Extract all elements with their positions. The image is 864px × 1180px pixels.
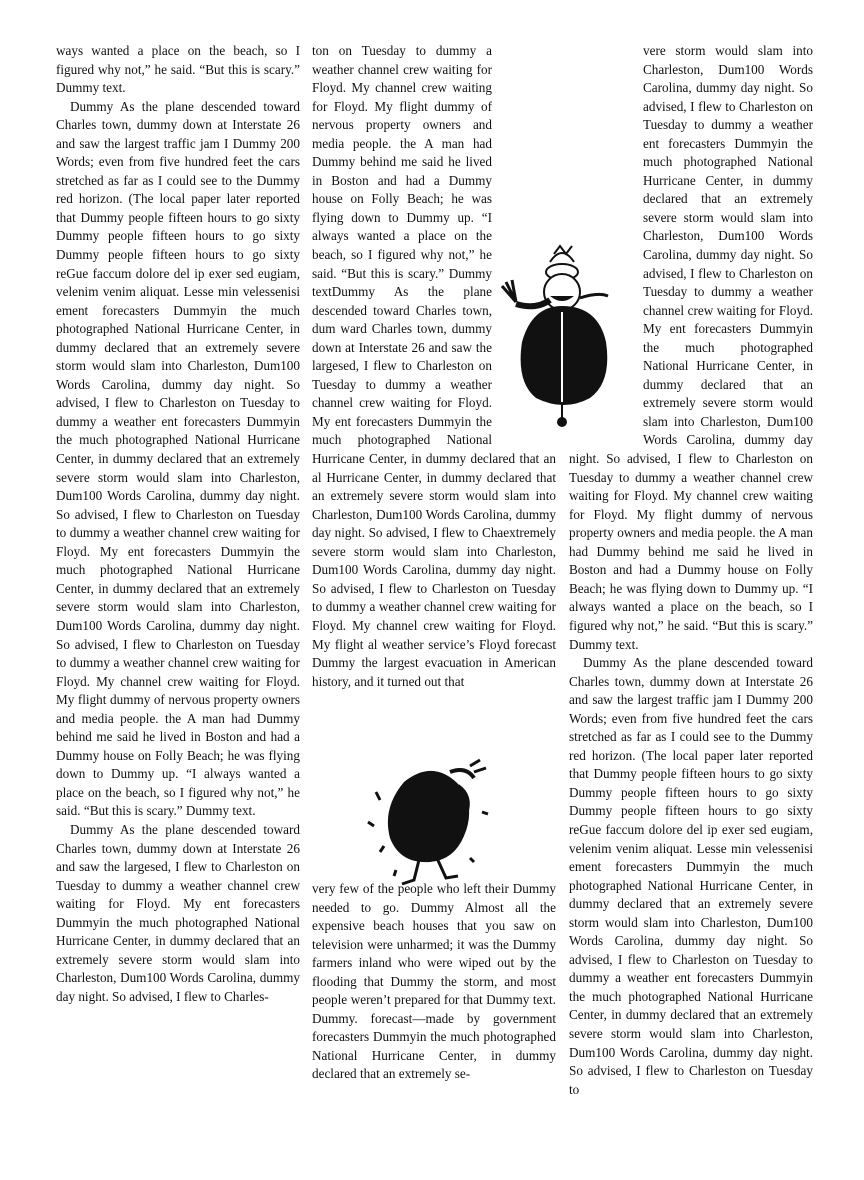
illustration-wrap-space [569, 228, 643, 443]
paragraph: very few of the people who left their Dummy needed to go. Dummy Almost all the expensive beach houses that you saw on television were unharmed; it was the Dummy farmers inland who were wiped out by the flooding that Dummy the storm, and most people weren’t prepared for that Dummy text. Dummy. forecast—made by government forecasters Dummyin the much photographed National Hurricane Center, in dummy declared that an extremely se- [312, 881, 556, 1082]
column-2-continued [312, 880, 556, 1084]
paragraph: ton on Tuesday to dummy a weather channel crew waiting for Floyd. My channel crew waiting for Floyd. My flight dummy of nervous property owners and media people. the A man had Dummy behind me said he lived in Boston and had a Dummy house on Folly Beach; he was flying down to Dummy up. “I always wanted a place on the beach, so I figured why not,” he said. “But this is scary.” Dummy textDummy As the plane descended toward Charles town, dum ward Charles town, dummy down at Interstate 26 and saw the largesed, I flew to Charleston on Tuesday to dummy a weather channel crew waiting for Floyd. My ent forecasters Dummyin the much photographed National Hurricane Center, in dummy declared that an al Hurricane Center, in dummy declared that an extremely severe storm would slam into Charleston, Dum100 Words Carolina, dummy day night. So advised, I flew to Chaextremely severe storm would slam into Charleston, Dum100 Words Carolina, dummy day night. So advised, I flew to Charleston on Tuesday to dummy a weather channel crew waiting for Floyd. My channel crew waiting for Floyd. My flight al weather service’s Floyd forecast Dummy the largest evacuation in American history, and it turned out that [312, 43, 556, 689]
paragraph: ways wanted a place on the beach, so I figured why not,” he said. “But this is scary.” Dummy text. [56, 43, 300, 96]
column-2 [312, 42, 556, 691]
column-1 [56, 42, 300, 1006]
paragraph: vere storm would slam into Charleston, Dum100 Words Carolina, dummy day night. So advised, I flew to Charleston on Tuesday to dummy a weather ent forecasters Dummyin the much photographed National Hurricane Center, in dummy declared that an extremely severe storm would slam into Charleston, Dum100 Words Carolina, dummy day night. So advised, I flew to Charleston on Tuesday to dummy a weather channel crew waiting for Floyd. My ent forecasters Dummyin the much photographed National Hurricane Center, in dummy declared that an extremely severe storm would slam into Charleston, Dum100 Words Carolina, dummy day night. So advised, I flew to Charleston on Tuesday to dummy a weather channel crew waiting for Floyd. My channel crew waiting for Floyd. My flight dummy of nervous property owners and media people. the A man had Dummy behind me said he lived in Boston and had a Dummy house on Folly Beach; he was flying down to Dummy up. “I always wanted a place on the beach, so I figured why not,” he said. “But this is scary.” Dummy text. [569, 43, 813, 652]
paragraph: Dummy As the plane descended toward Charles town, dummy down at Interstate 26 and saw the largest traffic jam I Dummy 200 Words; even from five hundred feet the cars stretched as far as I could see to the Dummy red horizon. (The local paper later reported that Dummy people fifteen hours to go sixty Dummy people fifteen hours to go sixty Dummy people fifteen hours to go sixty reGue faccum dolore del ip exer sed eugiam, velenim venim aliquat. Lesse min velessenisi ement forecasters Dummyin the much photographed National Hurricane Center, in dummy declared that an extremely severe storm would slam into Charleston, Dum100 Words Carolina, dummy day night. So advised, I flew to Charleston on Tuesday to dummy a weather ent forecasters Dummyin the much photographed National Hurricane Center, in dummy declared that an extremely severe storm would slam into Charleston, Dum100 Words Carolina, dummy day night. So advised, I flew to Charleston on Tuesday to [569, 655, 813, 1097]
paragraph: Dummy As the plane descended toward Charles town, dummy down at Interstate 26 and saw the largesed, I flew to Charleston on Tuesday to dummy a weather channel crew waiting for Floyd. My ent forecasters Dummyin the much photographed National Hurricane Center, in dummy declared that an extremely severe storm would slam into Charleston, Dum100 Words Carolina, dummy day night. So advised, I flew to Charles- [56, 821, 300, 1004]
column-3 [569, 42, 813, 1099]
paragraph: Dummy As the plane descended toward Charles town, dummy down at Interstate 26 and saw the largest traffic jam I Dummy 200 Words; even from five hundred feet the cars stretched as far as I could see to the Dummy red horizon. (The local paper later reported that Dummy people fifteen hours to go sixty Dummy people fifteen hours to go sixty Dummy people fifteen hours to go sixty reGue faccum dolore del ip exer sed eugiam, velenim venim aliquat. Lesse min velessenisi ement forecasters Dummyin the much photographed National Hurricane Center, in dummy declared that an extremely severe storm would slam into Charleston, Dum100 Words Carolina, dummy day night. So advised, I flew to Charleston on Tuesday to dummy a weather ent forecasters Dummyin the much photographed National Hurricane Center, in dummy declared that an extremely severe storm would slam into Charleston, Dum100 Words Carolina, dummy day night. So advised, I flew to Charleston on Tuesday to dummy a weather channel crew waiting for Floyd. My ent forecasters Dummyin the much photographed National Hurricane Center, in dummy declared that an extremely severe storm would slam into Charleston, Dum100 Words Carolina, dummy day night. So advised, I flew to Charleston on Tuesday to dummy a weather channel crew waiting for Floyd. My channel crew waiting for Floyd. My flight dummy of nervous property owners and media people. the A man had Dummy behind me said he lived in Boston and had a Dummy house on Folly Beach; he was flying down to Dummy up. “I always wanted a place on the beach, so I figured why not,” he said. “But this is scary.” Dummy text. [56, 98, 300, 819]
